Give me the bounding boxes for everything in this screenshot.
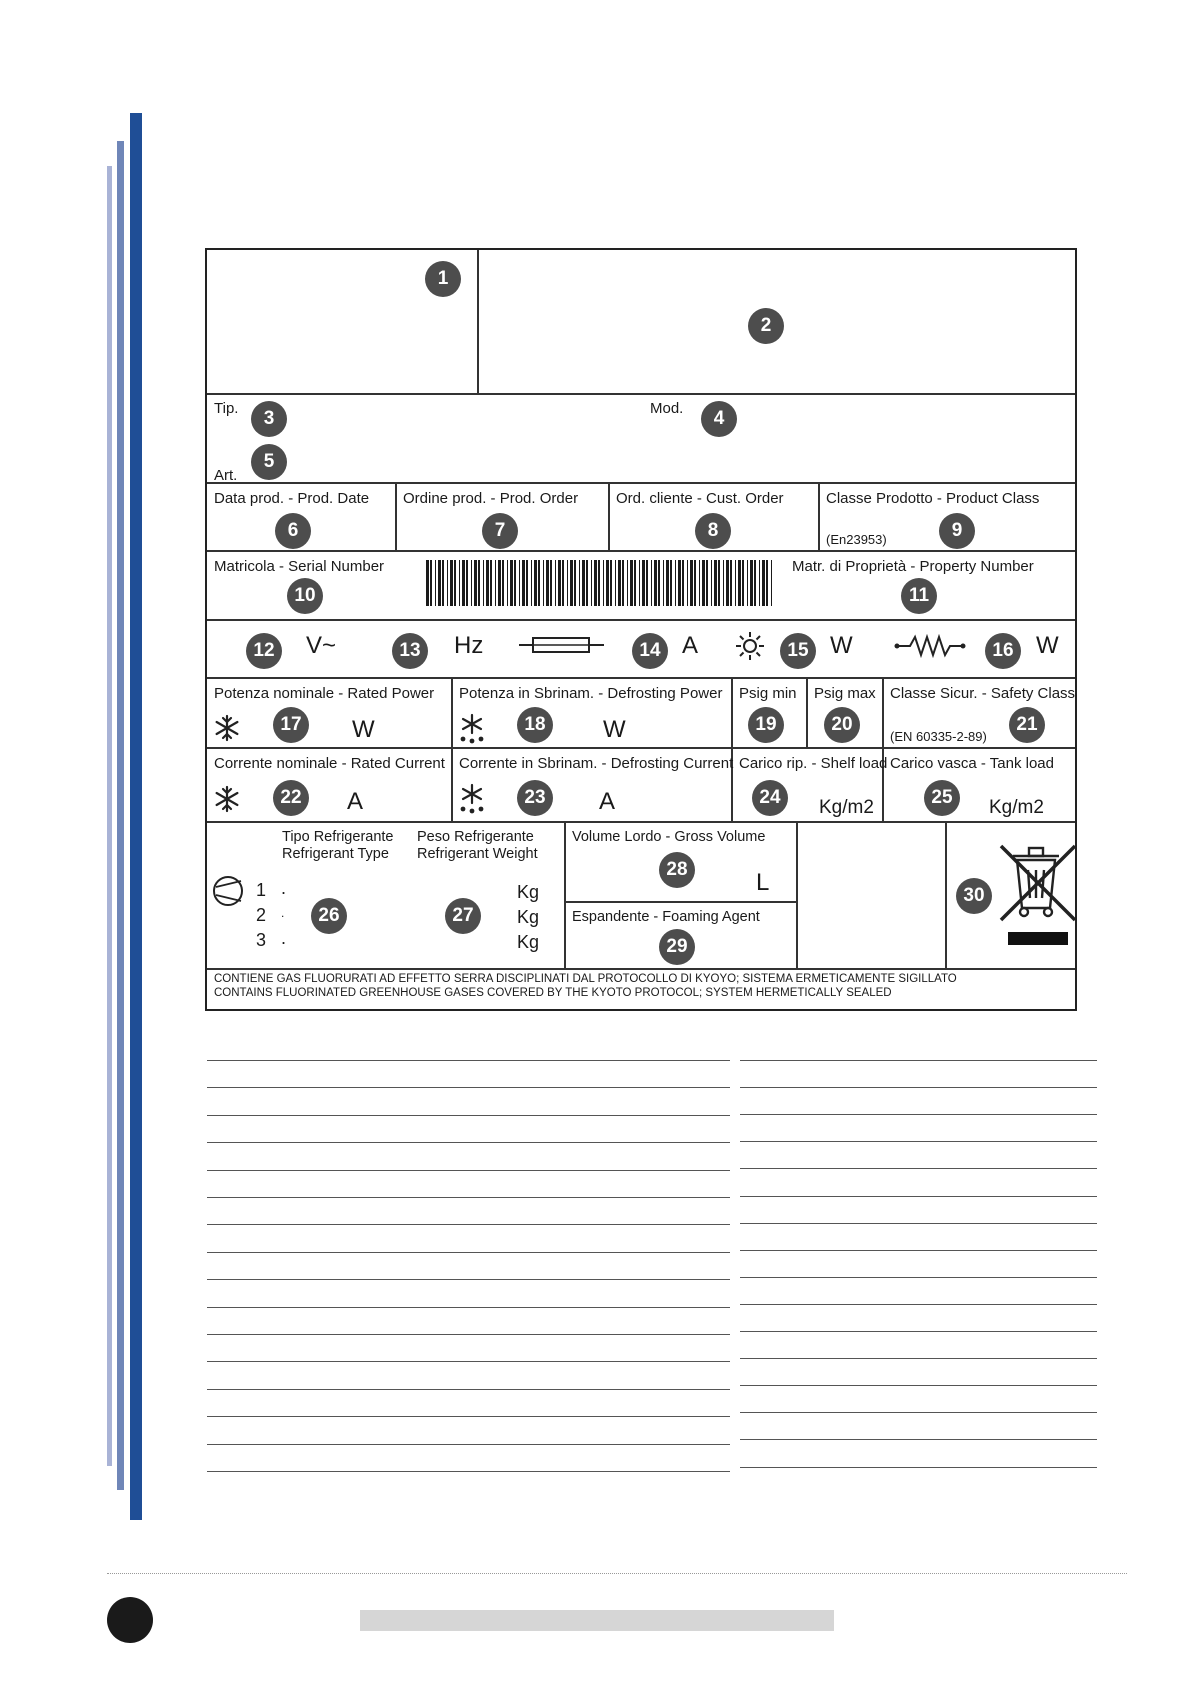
barcode-bar — [454, 560, 456, 606]
barcode-bar — [591, 560, 592, 606]
barcode-bar — [682, 560, 684, 606]
barcode-bar — [646, 560, 648, 606]
note-line — [740, 1168, 1097, 1169]
note-line — [207, 1334, 730, 1335]
marker-26: 26 — [311, 898, 347, 934]
marker-16: 16 — [985, 633, 1021, 669]
note-line — [740, 1141, 1097, 1142]
barcode-bar — [462, 560, 465, 606]
note-line — [740, 1250, 1097, 1251]
note-line — [207, 1170, 730, 1171]
barcode-bar — [478, 560, 480, 606]
marker-24: 24 — [752, 780, 788, 816]
barcode-bar — [567, 560, 568, 606]
note-line — [740, 1196, 1097, 1197]
note-line — [740, 1467, 1097, 1468]
divider — [882, 677, 884, 821]
note-line — [740, 1277, 1097, 1278]
barcode-bar — [534, 560, 537, 606]
marker-1: 1 — [425, 261, 461, 297]
mod-label: Mod. — [650, 400, 684, 417]
circuit-2-dot: . — [281, 906, 285, 920]
note-line — [740, 1304, 1097, 1305]
barcode-bar — [706, 560, 708, 606]
barcode-bar — [603, 560, 604, 606]
barcode-bar — [447, 560, 448, 606]
divider — [818, 482, 820, 550]
barcode-bar — [438, 560, 441, 606]
barcode-bar — [654, 560, 657, 606]
compressor-icon — [212, 875, 244, 907]
barcode-bar — [730, 560, 732, 606]
circuit-1-dot: . — [281, 878, 287, 898]
barcode-icon — [426, 560, 776, 606]
marker-20: 20 — [824, 707, 860, 743]
unit-kg-1: Kg — [517, 882, 540, 902]
barcode-bar — [570, 560, 573, 606]
note-line — [207, 1416, 730, 1417]
divider — [796, 821, 798, 968]
unit-hz: Hz — [454, 632, 484, 659]
rated-power-label: Potenza nominale - Rated Power — [214, 685, 435, 702]
barcode-bar — [562, 560, 564, 606]
barcode-bar — [522, 560, 525, 606]
barcode-bar — [574, 560, 576, 606]
divider — [207, 482, 1075, 484]
barcode-bar — [442, 560, 444, 606]
foaming-agent-label: Espandente - Foaming Agent — [572, 909, 760, 925]
property-number-label: Matr. di Proprietà - Property Number — [792, 558, 1034, 575]
note-line — [207, 1444, 730, 1445]
barcode-bar — [615, 560, 616, 606]
barcode-bar — [627, 560, 628, 606]
barcode-bar — [598, 560, 600, 606]
barcode-bar — [699, 560, 700, 606]
snowflake-icon — [213, 785, 241, 813]
divider — [564, 901, 796, 903]
serial-number-label: Matricola - Serial Number — [214, 558, 385, 575]
barcode-bar — [495, 560, 496, 606]
barcode-bar — [678, 560, 681, 606]
note-line — [207, 1197, 730, 1198]
refrigerant-weight-en: Refrigerant Weight — [417, 846, 538, 862]
unit-kg-2: Kg — [517, 907, 540, 927]
barcode-bar — [538, 560, 540, 606]
marker-5: 5 — [251, 444, 287, 480]
defrost-current-label: Corrente in Sbrinam. - Defrosting Current — [459, 755, 734, 772]
unit-watt-heater: W — [1036, 632, 1059, 659]
barcode-bar — [714, 560, 717, 606]
defrost-power-label: Potenza in Sbrinam. - Defrosting Power — [459, 685, 723, 702]
unit-watt-defrost: W — [603, 716, 626, 743]
barcode-bar — [519, 560, 520, 606]
barcode-bar — [663, 560, 664, 606]
divider — [207, 550, 1075, 552]
note-line — [740, 1358, 1097, 1359]
barcode-bar — [750, 560, 753, 606]
divider — [608, 482, 610, 550]
art-label: Art. — [214, 467, 238, 484]
note-line — [207, 1224, 730, 1225]
divider — [207, 747, 1075, 749]
marker-10: 10 — [287, 578, 323, 614]
unit-litre: L — [756, 869, 770, 896]
unit-amp: A — [682, 632, 699, 659]
barcode-bar — [430, 560, 432, 606]
barcode-bar — [435, 560, 436, 606]
barcode-bar — [579, 560, 580, 606]
unit-kgm2-tank: Kg/m2 — [989, 797, 1044, 818]
barcode-bar — [490, 560, 492, 606]
note-line — [740, 1060, 1097, 1061]
barcode-bar — [702, 560, 705, 606]
divider — [207, 968, 1075, 970]
product-class-label: Classe Prodotto - Product Class — [826, 490, 1040, 507]
divider — [395, 482, 397, 550]
barcode-bar — [735, 560, 736, 606]
defrost-icon — [458, 783, 486, 815]
psig-max-label: Psig max — [814, 685, 876, 702]
prod-date-label: Data prod. - Prod. Date — [214, 490, 370, 507]
note-line — [207, 1087, 730, 1088]
gas-notice-en: CONTAINS FLUORINATED GREENHOUSE GASES COVERED BY THE KYOTO PROTOCOL; SYSTEM HERMETICALLY SEALED — [214, 987, 892, 999]
marker-22: 22 — [273, 780, 309, 816]
safety-class-label: Classe Sicur. - Safety Class — [890, 685, 1076, 702]
note-line — [740, 1439, 1097, 1440]
barcode-bar — [670, 560, 672, 606]
note-line — [207, 1252, 730, 1253]
barcode-bar — [651, 560, 652, 606]
barcode-bar — [550, 560, 552, 606]
circuit-3-dot: . — [281, 928, 287, 948]
marker-12: 12 — [246, 633, 282, 669]
barcode-bar — [459, 560, 460, 606]
divider — [806, 677, 808, 747]
barcode-bar — [738, 560, 741, 606]
barcode-bar — [514, 560, 516, 606]
marker-19: 19 — [748, 707, 784, 743]
barcode-bar — [558, 560, 561, 606]
note-line — [740, 1223, 1097, 1224]
barcode-bar — [639, 560, 640, 606]
divider — [207, 619, 1075, 621]
circuit-3: 3 — [256, 930, 267, 950]
note-line — [207, 1115, 730, 1116]
barcode-bar — [747, 560, 748, 606]
barcode-bar — [507, 560, 508, 606]
note-line — [740, 1087, 1097, 1088]
marker-9: 9 — [939, 513, 975, 549]
barcode-bar — [742, 560, 744, 606]
marker-8: 8 — [695, 513, 731, 549]
footer-dotted-line — [107, 1573, 1127, 1574]
shelf-load-label: Carico rip. - Shelf load — [739, 755, 888, 772]
margin-bar-light — [107, 166, 112, 1466]
barcode-bar — [630, 560, 633, 606]
barcode-bar — [754, 560, 756, 606]
marker-3: 3 — [251, 401, 287, 437]
circuit-1: 1 — [256, 880, 267, 900]
fuse-icon — [519, 633, 604, 657]
barcode-bar — [658, 560, 660, 606]
marker-23: 23 — [517, 780, 553, 816]
prod-order-label: Ordine prod. - Prod. Order — [403, 490, 579, 507]
marker-7: 7 — [482, 513, 518, 549]
barcode-bar — [723, 560, 724, 606]
barcode-bar — [610, 560, 612, 606]
snowflake-icon — [213, 714, 241, 742]
barcode-bar — [586, 560, 588, 606]
note-line — [207, 1361, 730, 1362]
marker-27: 27 — [445, 898, 481, 934]
divider — [451, 677, 453, 821]
unit-amp-rated: A — [347, 788, 364, 815]
barcode-bar — [526, 560, 528, 606]
barcode-bar — [718, 560, 720, 606]
refrigerant-type-it: Tipo Refrigerante — [282, 829, 394, 845]
margin-bar-dark — [130, 113, 142, 1520]
barcode-bar — [471, 560, 472, 606]
note-line — [740, 1412, 1097, 1413]
note-line — [207, 1471, 730, 1472]
barcode-bar — [726, 560, 729, 606]
marker-29: 29 — [659, 929, 695, 965]
tank-load-label: Carico vasca - Tank load — [890, 755, 1054, 772]
marker-18: 18 — [517, 707, 553, 743]
barcode-bar — [766, 560, 768, 606]
lamp-sun-icon — [735, 631, 765, 661]
defrost-icon — [458, 713, 486, 745]
barcode-bar — [594, 560, 597, 606]
unit-volt: V~ — [306, 632, 337, 659]
marker-6: 6 — [275, 513, 311, 549]
barcode-bar — [498, 560, 501, 606]
note-line — [207, 1142, 730, 1143]
barcode-bar — [634, 560, 636, 606]
resistor-icon — [894, 634, 966, 658]
barcode-bar — [483, 560, 484, 606]
barcode-bar — [502, 560, 504, 606]
barcode-bar — [687, 560, 688, 606]
barcode-bar — [426, 560, 429, 606]
gross-volume-label: Volume Lordo - Gross Volume — [572, 829, 766, 845]
unit-watt-rated: W — [352, 716, 375, 743]
barcode-bar — [618, 560, 621, 606]
divider — [207, 393, 1075, 395]
barcode-bar — [642, 560, 645, 606]
divider — [564, 821, 566, 968]
cust-order-label: Ord. cliente - Cust. Order — [616, 490, 784, 507]
psig-min-label: Psig min — [739, 685, 797, 702]
footer-gray-bar — [360, 1610, 834, 1631]
note-line — [740, 1114, 1097, 1115]
barcode-bar — [675, 560, 676, 606]
refrigerant-type-en: Refrigerant Type — [282, 846, 389, 862]
barcode-bar — [531, 560, 532, 606]
barcode-bar — [759, 560, 760, 606]
note-line — [207, 1307, 730, 1308]
marker-21: 21 — [1009, 707, 1045, 743]
unit-kgm2-shelf: Kg/m2 — [819, 797, 874, 818]
barcode-bar — [555, 560, 556, 606]
barcode-bar — [690, 560, 693, 606]
product-class-standard: (En23953) — [826, 532, 887, 547]
barcode-bar — [486, 560, 489, 606]
gas-notice-it: CONTIENE GAS FLUORURATI AD EFFETTO SERRA DISCIPLINATI DAL PROTOCOLLO DI KYOYO; SISTEMA ERMETICAMENTE SIGILLATO — [214, 973, 957, 985]
margin-bar-mid — [117, 141, 124, 1490]
nameplate-diagram — [205, 248, 1077, 1011]
barcode-bar — [510, 560, 513, 606]
note-line — [740, 1331, 1097, 1332]
divider — [477, 250, 479, 393]
barcode-bar — [622, 560, 624, 606]
marker-13: 13 — [392, 633, 428, 669]
divider — [731, 677, 733, 821]
marker-2: 2 — [748, 308, 784, 344]
safety-class-standard: (EN 60335-2-89) — [890, 729, 987, 744]
barcode-bar — [666, 560, 669, 606]
marker-15: 15 — [780, 633, 816, 669]
unit-watt: W — [830, 632, 853, 659]
unit-kg-3: Kg — [517, 932, 540, 952]
barcode-bar — [546, 560, 549, 606]
marker-14: 14 — [632, 633, 668, 669]
marker-30: 30 — [956, 878, 992, 914]
note-line — [207, 1060, 730, 1061]
marker-25: 25 — [924, 780, 960, 816]
note-line — [207, 1389, 730, 1390]
weee-crossed-bin-icon — [997, 842, 1079, 946]
circuit-2: 2 — [256, 905, 267, 925]
marker-17: 17 — [273, 707, 309, 743]
tip-label: Tip. — [214, 400, 239, 417]
barcode-bar — [606, 560, 609, 606]
divider — [207, 677, 1075, 679]
unit-amp-defrost: A — [599, 788, 616, 815]
note-line — [740, 1385, 1097, 1386]
page-number-circle — [107, 1597, 153, 1643]
marker-11: 11 — [901, 578, 937, 614]
barcode-bar — [694, 560, 696, 606]
barcode-bar — [474, 560, 477, 606]
barcode-bar — [450, 560, 453, 606]
divider — [945, 821, 947, 968]
barcode-bar — [771, 560, 772, 606]
note-line — [207, 1279, 730, 1280]
marker-28: 28 — [659, 852, 695, 888]
marker-4: 4 — [701, 401, 737, 437]
barcode-bar — [582, 560, 585, 606]
refrigerant-weight-it: Peso Refrigerante — [417, 829, 534, 845]
barcode-bar — [762, 560, 765, 606]
rated-current-label: Corrente nominale - Rated Current — [214, 755, 445, 772]
barcode-bar — [543, 560, 544, 606]
barcode-bar — [711, 560, 712, 606]
barcode-bar — [466, 560, 468, 606]
